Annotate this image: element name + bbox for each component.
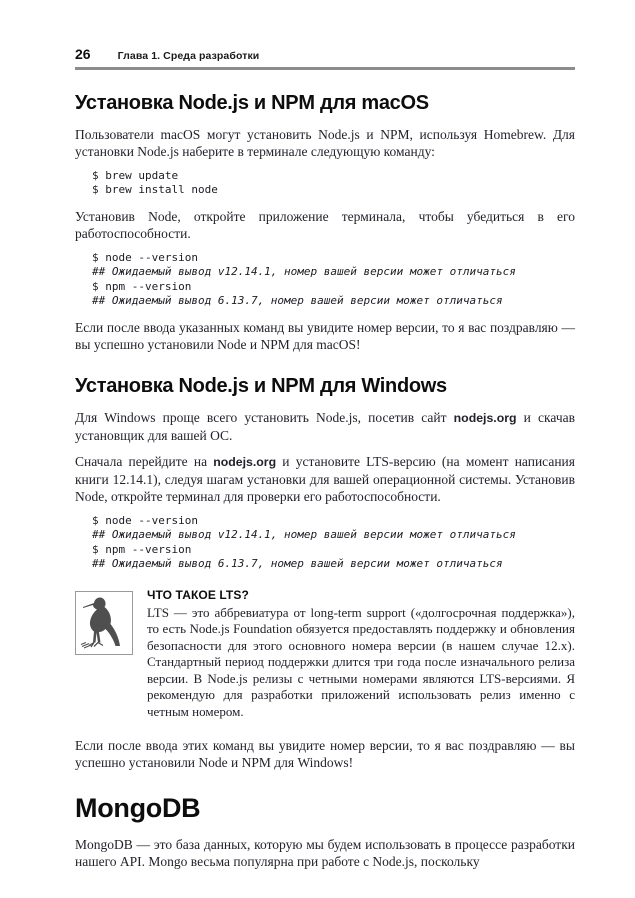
code-comment-line: ## Ожидаемый вывод v12.14.1, номер вашей версии может отличаться	[92, 528, 516, 541]
paragraph-windows-download	[75, 409, 575, 444]
section-heading-windows: Установка Node.js и NPM для Windows	[75, 374, 447, 397]
text-run: и скачав установщик для вашей ОС.	[75, 409, 575, 443]
paragraph-macos-intro: Пользователи macOS могут установить Node.js и NPM, используя Homebrew. Для установки Node.js наберите в терминале следующую команду:	[75, 126, 575, 159]
code-block-version-macos	[92, 251, 575, 309]
note-box	[75, 588, 575, 721]
code-block-brew	[92, 169, 575, 198]
code-comment-line: ## Ожидаемый вывод v12.14.1, номер вашей версии может отличаться	[92, 265, 516, 278]
note-icon-frame	[75, 591, 133, 655]
page-header	[75, 46, 575, 62]
paragraph-windows-success: Если после ввода этих команд вы увидите номер версии, то я вас поздравляю — вы успешно установили Node и NPM для Windows!	[75, 738, 575, 770]
code-line: $ node --version	[92, 250, 198, 264]
paragraph-macos-success: Если после ввода указанных команд вы увидите номер версии, то я вас поздравляю — вы успешно установили Node и NPM для macOS!	[75, 319, 575, 352]
section-heading-mongodb: MongoDB	[75, 793, 201, 823]
note-title: ЧТО ТАКОЕ LTS?	[147, 587, 249, 602]
running-head: Глава 1. Среда разработки	[117, 50, 260, 62]
site-name-nodejs: nodejs.org	[213, 454, 277, 469]
crow-icon	[79, 594, 129, 652]
note-body: LTS — это аббревиатура от long-term support («долгосрочная поддержка»), то есть Node.js Foundation обязуется предоставлять поддержку и обновления безопасности для этого основного номера версии (в нашем случае 12.x). Стандартный период поддержки длится три года после изначального релиза версии. В Node.js релизы с четными номерами являются LTS-версиями. Я рекомендую для разработки приложений использовать релиз именно с четным номером.	[147, 604, 575, 719]
text-run: Сначала перейдите на	[75, 453, 214, 469]
text-run: и установите LTS-версию (на момент написания книги 12.14.1), следуя шагам установки для вашей операционной системы. Установив Node, откройте терминал для проверки его работоспособности.	[75, 453, 575, 504]
site-name-nodejs: nodejs.org	[453, 410, 517, 425]
text-run: Для Windows проще всего установить Node.js, посетив сайт	[75, 409, 454, 425]
code-block-version-windows	[92, 514, 575, 572]
paragraph-macos-check: Установив Node, откройте приложение терминала, чтобы убедиться в его работоспособности.	[75, 208, 575, 241]
code-line: $ node --version	[92, 513, 198, 527]
section-heading-macos: Установка Node.js и NPM для macOS	[75, 91, 429, 114]
paragraph-windows-lts	[75, 453, 575, 505]
paragraph-mongodb-intro: MongoDB — это база данных, которую мы будем использовать в процессе разработки нашего API. Mongo весьма популярна при работе с Node.js, поскольку	[75, 837, 575, 869]
code-line: $ brew update	[92, 168, 179, 182]
code-line: $ npm --version	[92, 279, 192, 293]
code-line: $ npm --version	[92, 542, 192, 556]
page-number: 26	[75, 46, 91, 62]
note-content	[147, 588, 575, 721]
header-rule	[75, 67, 575, 70]
code-line: $ brew install node	[92, 183, 218, 196]
code-comment-line: ## Ожидаемый вывод 6.13.7, номер вашей версии может отличаться	[92, 557, 503, 570]
code-comment-line: ## Ожидаемый вывод 6.13.7, номер вашей версии может отличаться	[92, 294, 503, 307]
